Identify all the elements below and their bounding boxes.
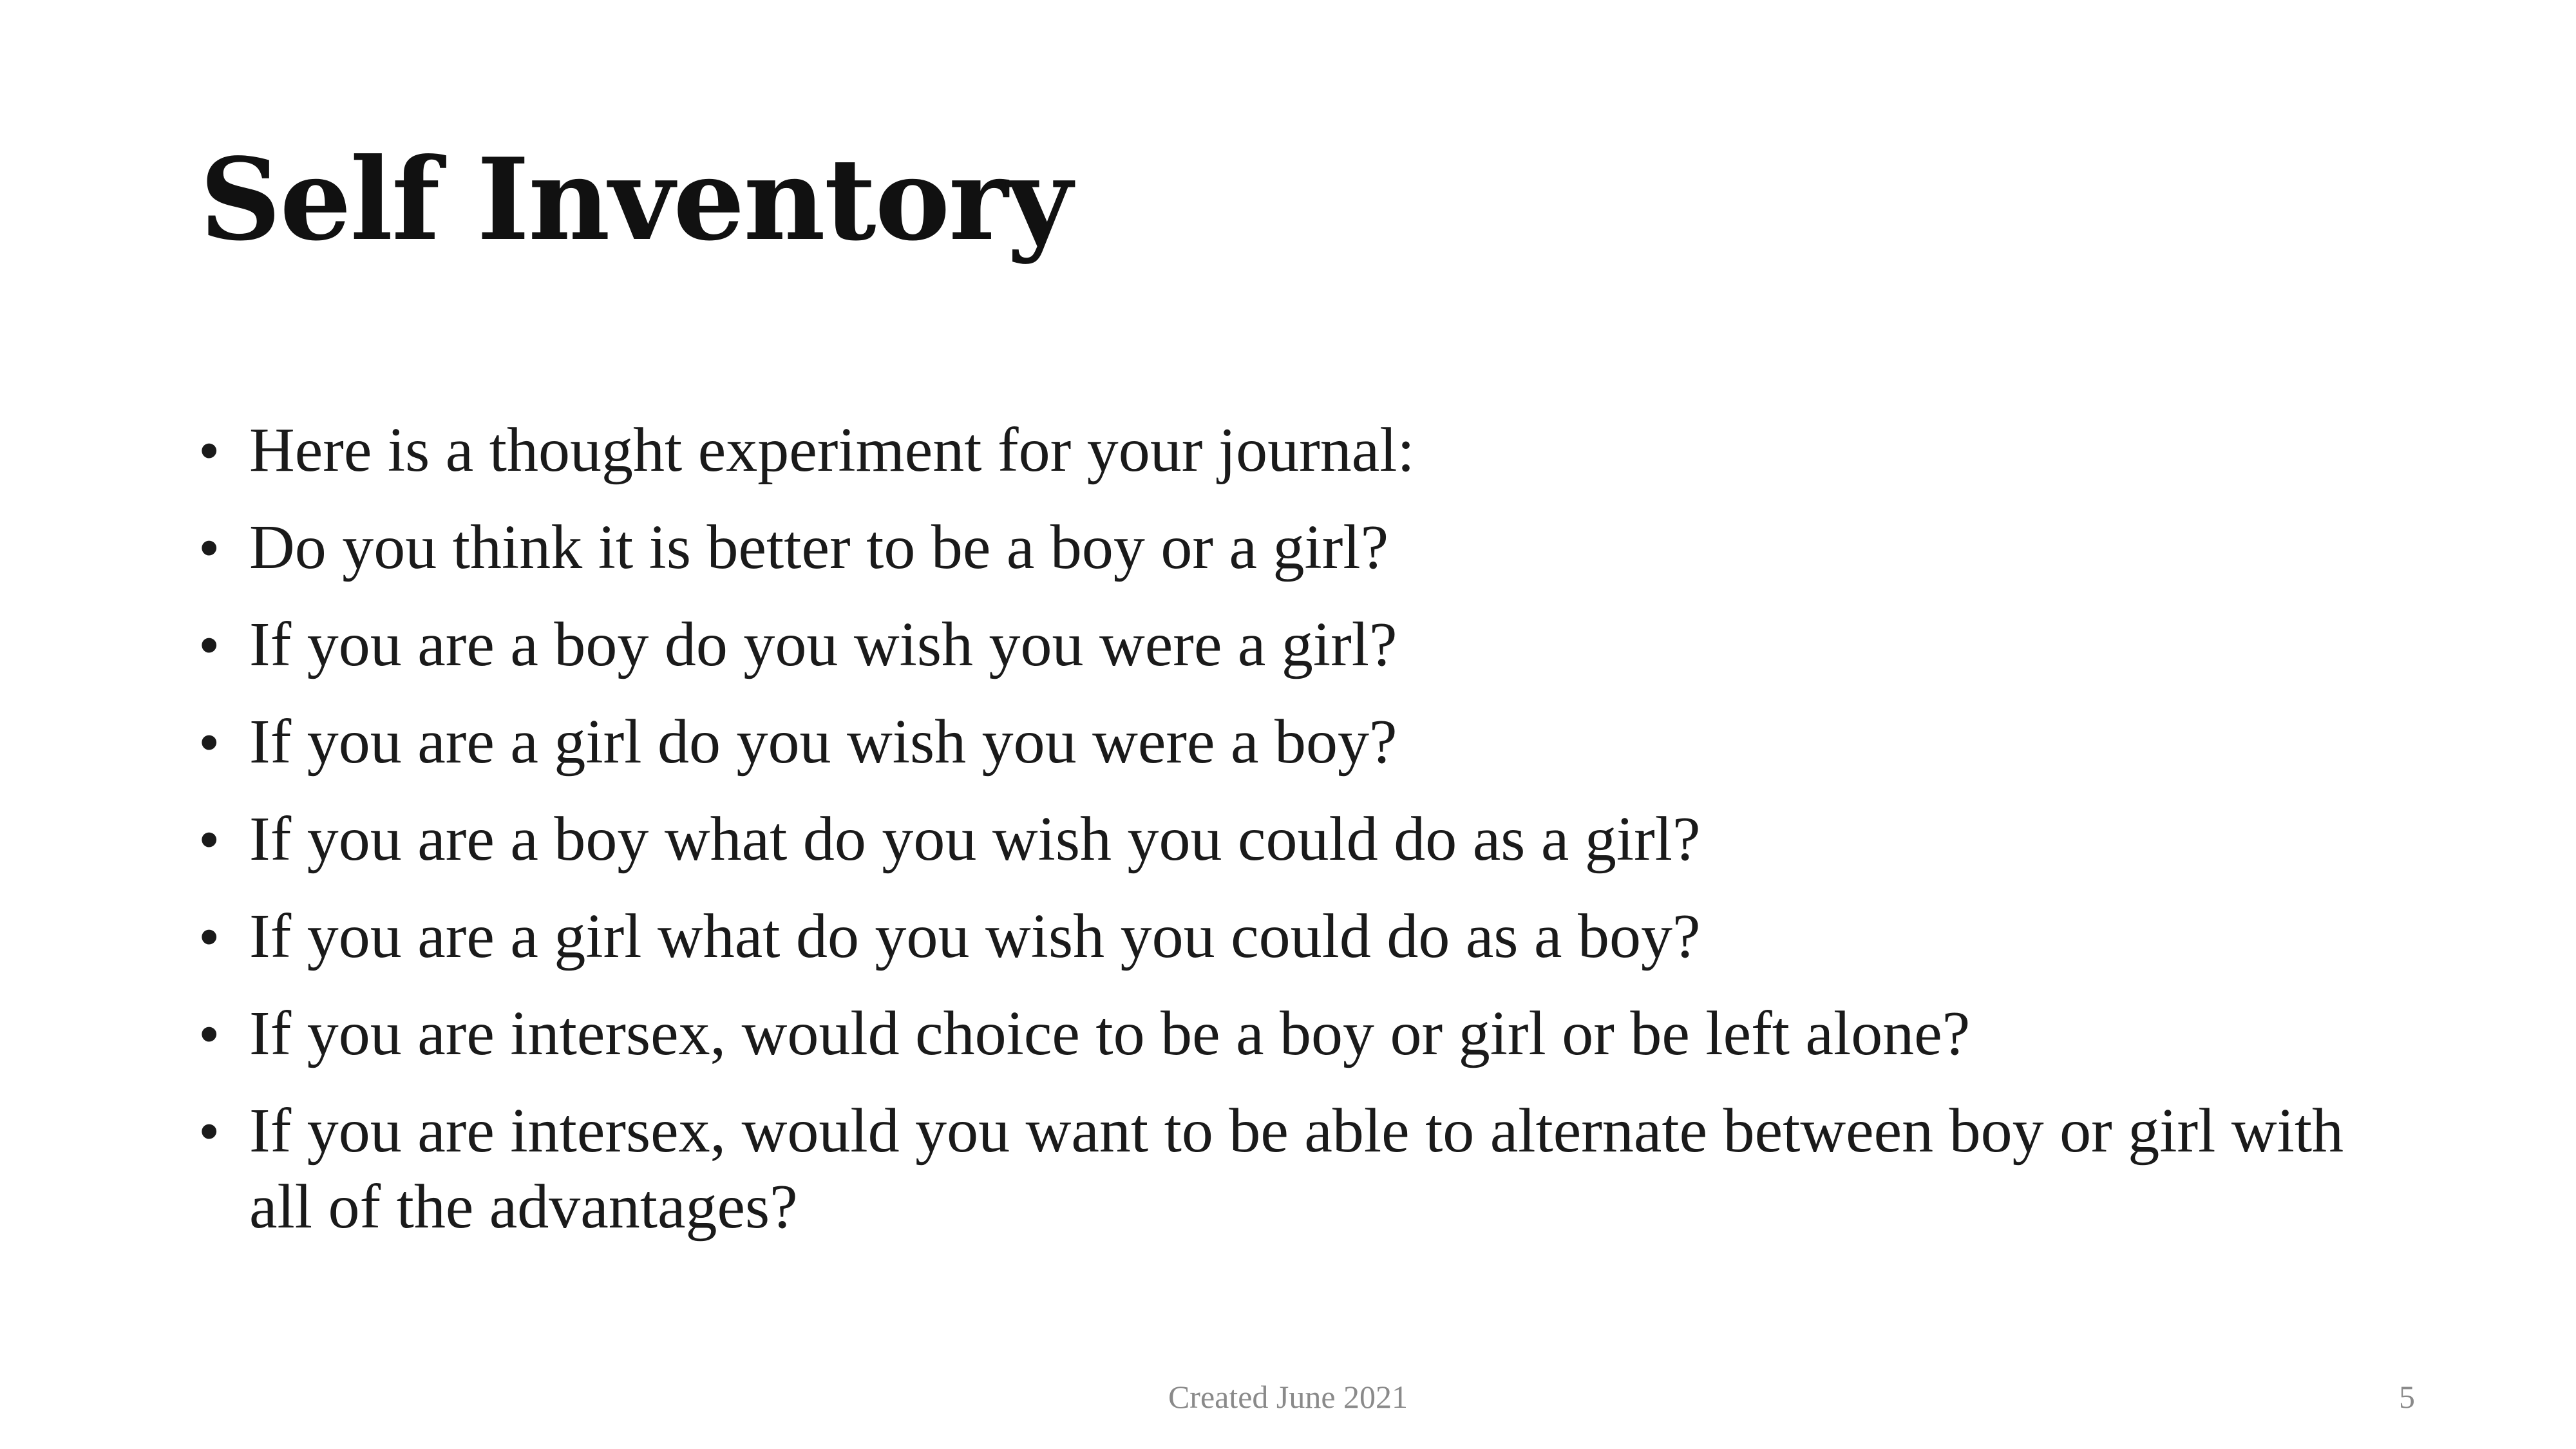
bullet-text: If you are a boy what do you wish you could do as a girl? [249, 804, 1701, 874]
bullet-text: Do you think it is better to be a boy or a girl? [249, 513, 1389, 582]
bullet-item [200, 1093, 2389, 1245]
bullet-icon: • [200, 712, 219, 772]
bullet-item [200, 607, 2389, 683]
bullet-icon: • [200, 420, 219, 480]
bullet-text: If you are intersex, would you want to be able to alternate between boy or girl with all of the advantages? [249, 1096, 2344, 1242]
bullet-item [200, 412, 2389, 488]
bullet-text: Here is a thought experiment for your journal: [249, 415, 1415, 485]
bullet-item [200, 898, 2389, 974]
bullet-item [200, 704, 2389, 780]
bullet-text: If you are a girl what do you wish you could do as a boy? [249, 902, 1701, 971]
bullet-list [200, 412, 2389, 1266]
page-number: 5 [2399, 1379, 2415, 1415]
bullet-icon: • [200, 906, 219, 967]
bullet-icon: • [200, 809, 219, 869]
bullet-text: If you are a boy do you wish you were a girl? [249, 610, 1397, 679]
bullet-item [200, 801, 2389, 877]
bullet-icon: • [200, 517, 219, 578]
bullet-icon: • [200, 1101, 219, 1161]
bullet-icon: • [200, 1003, 219, 1064]
bullet-text: If you are intersex, would choice to be a boy or girl or be left alone? [249, 999, 1971, 1068]
slide-title: Self Inventory [200, 134, 1072, 266]
bullet-item [200, 509, 2389, 585]
bullet-text: If you are a girl do you wish you were a boy? [249, 707, 1397, 777]
bullet-item [200, 996, 2389, 1072]
bullet-icon: • [200, 614, 219, 675]
footer-text: Created June 2021 [1168, 1379, 1408, 1415]
